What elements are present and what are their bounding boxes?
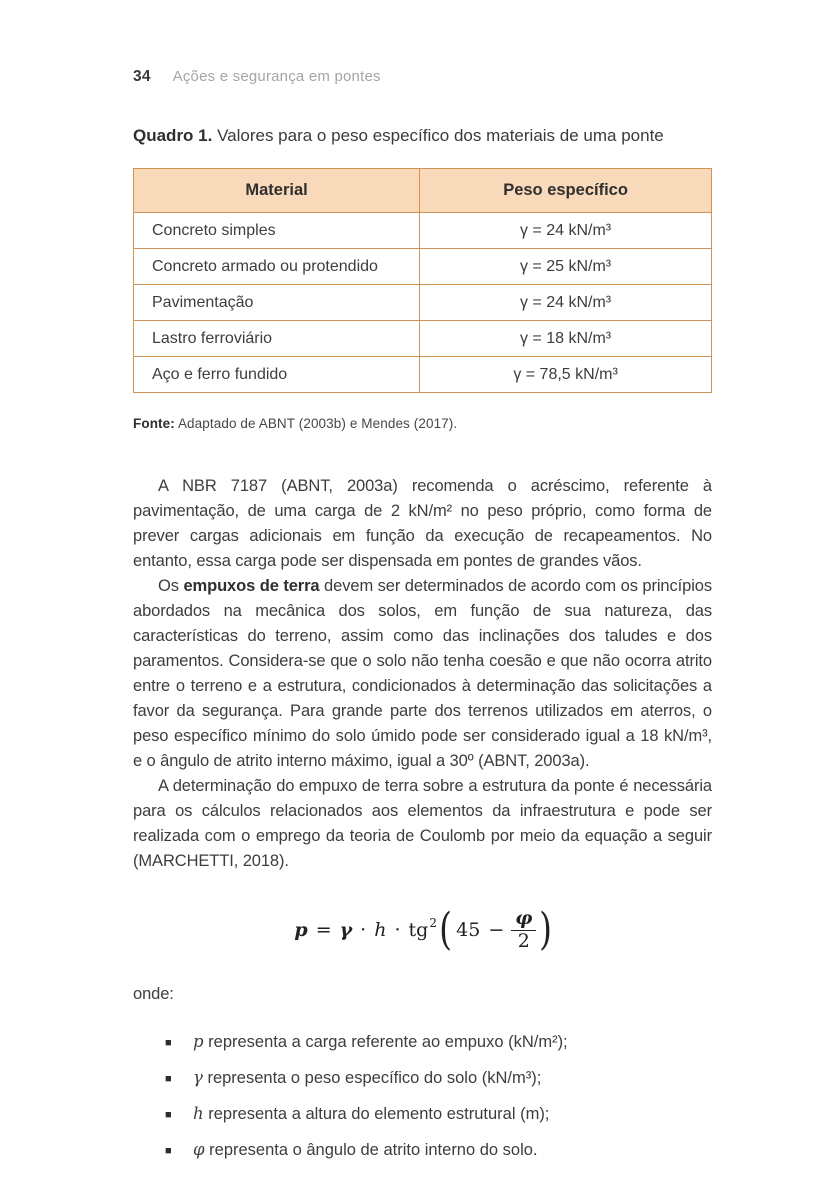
table-source: [133, 416, 712, 431]
list-item: [165, 1065, 712, 1093]
table-caption-text: Valores para o peso específico dos materiais de uma ponte: [212, 126, 664, 145]
bullet-text: [193, 1065, 541, 1091]
material-cell: Concreto armado ou protendido: [134, 249, 420, 285]
formula-var-gamma: γ: [339, 919, 353, 941]
formula-equals: =: [315, 919, 332, 941]
list-item: [165, 1029, 712, 1057]
bullet-definition: representa a altura do elemento estrutural (m);: [203, 1105, 550, 1123]
formula-var-p: p: [294, 919, 308, 941]
table-row: [134, 285, 712, 321]
material-cell: Pavimentação: [134, 285, 420, 321]
page-header: [133, 68, 712, 86]
list-item: [165, 1137, 712, 1165]
formula-tg: tg: [408, 919, 429, 941]
paragraph-text: devem ser determinados de acordo com os princípios abordados na mecânica dos solos, em função de sua natureza, das características do terreno, assim como das inclinações dos taludes e dos paramentos. Considera-se que o solo não tenha coesão e que não ocorra atrito entre o terreno e a estrutura, condicionados à determinação das solicitações a favor da segurança. Para grande parte dos terrenos utilizados em aterros, o peso específico mínimo do solo úmido pode ser considerado igual a 18 kN/m³, e o ângulo de atrito interno máximo, igual a 30º (ABNT, 2003a).: [133, 577, 713, 770]
table-caption-label: Quadro 1.: [133, 126, 213, 145]
value-cell: γ = 25 kN/m³: [420, 249, 712, 285]
value-cell: γ = 78,5 kN/m³: [420, 357, 712, 393]
variable-definitions-list: [133, 1029, 712, 1165]
bullet-definition: representa o peso específico do solo (kN/m³);: [202, 1069, 542, 1087]
paragraph-determinacao-empuxo: A determinação do empuxo de terra sobre a estrutura da ponte é necessária para os cálculos relacionados aos elementos da infraestrutura e pode ser realizada com o emprego da teoria de Coulomb por meio da equação a seguir (MARCHETTI, 2018).: [133, 777, 712, 870]
formula-minus: −: [488, 919, 505, 941]
bullet-text: [193, 1101, 549, 1127]
value-cell: γ = 24 kN/m³: [420, 285, 712, 321]
value-cell: γ = 24 kN/m³: [420, 213, 712, 249]
bullet-square-icon: ■: [165, 1037, 172, 1049]
material-cell: Aço e ferro fundido: [134, 357, 420, 393]
materials-table: [133, 168, 712, 393]
table-header-row: [134, 169, 712, 213]
bullet-var-p: p: [193, 1032, 204, 1051]
where-label: onde:: [133, 985, 174, 1003]
table-source-text: Adaptado de ABNT (2003b) e Mendes (2017).: [174, 416, 458, 431]
list-item: [165, 1101, 712, 1129]
formula-exponent: 2: [429, 916, 437, 930]
table-row: [134, 249, 712, 285]
formula-tangent-squared: [408, 916, 437, 941]
bullet-var-gamma: γ: [193, 1068, 203, 1087]
bullet-var-phi: φ: [193, 1140, 205, 1159]
page-number: 34: [133, 68, 151, 85]
material-cell: Lastro ferroviário: [134, 321, 420, 357]
bullet-square-icon: ■: [165, 1145, 172, 1157]
formula-45: 45: [456, 919, 481, 941]
col-header-material: Material: [134, 169, 420, 213]
value-cell: γ = 18 kN/m³: [420, 321, 712, 357]
formula-denominator-2: 2: [517, 929, 530, 952]
table-source-label: Fonte:: [133, 416, 175, 431]
equation-coulomb: [133, 904, 712, 955]
paragraph-text: Os: [158, 577, 184, 595]
table-row: [134, 321, 712, 357]
bullet-var-h: h: [193, 1104, 204, 1123]
table-row: [134, 213, 712, 249]
formula-var-h: h: [374, 919, 387, 941]
paragraph-nbr7187: A NBR 7187 (ABNT, 2003a) recomenda o acréscimo, referente à pavimentação, de uma carga de 2 kN/m² no peso próprio, como forma de prever cargas adicionais em função da execução de recapeamentos. No entanto, essa carga pode ser dispensada em pontes de grandes vãos.: [133, 477, 712, 570]
formula-close-paren: ): [539, 904, 553, 955]
paragraph-empuxos-de-terra: [133, 574, 712, 774]
bullet-definition: representa a carga referente ao empuxo (kN/m²);: [203, 1033, 568, 1051]
bullet-text: [193, 1029, 568, 1055]
bullet-text: [193, 1137, 538, 1163]
bullet-square-icon: ■: [165, 1109, 172, 1121]
formula-dot: ·: [360, 919, 367, 941]
table-caption: [133, 126, 712, 146]
formula-open-paren: (: [439, 904, 452, 955]
emphasis-empuxos-de-terra: empuxos de terra: [183, 577, 320, 595]
formula-fraction-phi-over-2: [511, 906, 536, 952]
bullet-square-icon: ■: [165, 1073, 172, 1085]
running-title: Ações e segurança em pontes: [172, 68, 381, 85]
bullet-definition: representa o ângulo de atrito interno do solo.: [204, 1141, 538, 1159]
material-cell: Concreto simples: [134, 213, 420, 249]
formula-dot: ·: [394, 919, 401, 941]
table-row: [134, 357, 712, 393]
col-header-peso-especifico: Peso específico: [420, 169, 712, 213]
formula-var-phi: φ: [511, 909, 536, 931]
